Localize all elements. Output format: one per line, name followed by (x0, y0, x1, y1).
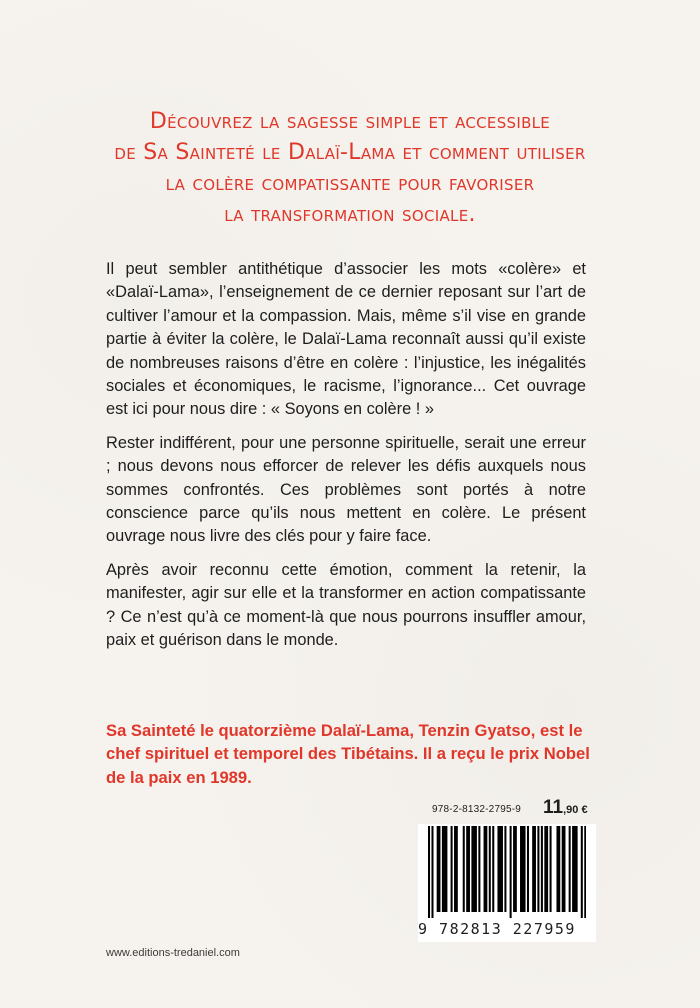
barcode-bar (478, 826, 480, 912)
barcode-bar (576, 826, 578, 912)
barcode-bar (497, 826, 499, 912)
barcode-bar (445, 826, 447, 912)
barcode-bar (544, 826, 546, 912)
barcode-bar (489, 826, 491, 912)
barcode-bar (492, 826, 494, 912)
barcode-bar (438, 826, 440, 912)
barcode-bar (454, 826, 456, 912)
barcode-bar (546, 826, 548, 912)
price-cents: ,90 € (563, 804, 588, 816)
blurb-paragraph-3: Après avoir reconnu cette émotion, comment la retenir, la manifester, agir sur elle et la transformer en action compatissante ? Ce n’est qu’à ce moment-là que nous pourrons insuffler amour, paix et guérison dans le monde. (106, 560, 586, 650)
barcode-bar (563, 826, 565, 912)
headline-line-2: de Sa Sainteté le Dalaï-Lama et comment utiliser (114, 140, 586, 165)
barcode-bar (541, 826, 543, 912)
barcode-bar (562, 826, 564, 912)
barcode-bar (534, 826, 536, 912)
back-cover-headline (70, 106, 630, 230)
barcode-bar (456, 826, 458, 912)
headline-line-4: la transformation sociale. (224, 202, 476, 227)
publisher-website: www.editions-tredaniel.com (106, 947, 240, 959)
blurb-paragraph-1: Il peut sembler antithétique d’associer les mots «colère» et «Dalaï-Lama», l’enseignement de ce dernier reposant sur l’art de cultiver l’amour et la compassion. Mais, même s’il vise en grande partie à éviter la colère, le Dalaï-Lama reconnaît aussi qu’il existe de nombreuses raisons d’être en colère : l’injustice, les inégalités sociales et économiques, le racisme, l’ignorance... Cet ouvrage est ici pour nous dire : « Soyons en colère ! » (106, 260, 586, 419)
barcode-bar (504, 826, 506, 912)
barcode-bar (520, 826, 522, 912)
barcode-bar (442, 826, 444, 912)
barcode-bar (485, 826, 487, 912)
barcode-bar (572, 826, 574, 912)
barcode-bars (428, 826, 586, 918)
blurb-body (106, 258, 586, 663)
barcode-block (418, 778, 597, 954)
barcode (418, 824, 596, 942)
isbn-number: 978-2-8132-2795-9 (432, 804, 522, 815)
barcode-bar (463, 826, 465, 912)
barcode-bar (584, 826, 586, 918)
barcode-bar (515, 826, 517, 912)
headline-line-3: la colère compatissante pour favoriser (165, 171, 535, 196)
barcode-bar (473, 826, 475, 912)
barcode-bar (428, 826, 430, 918)
barcode-bar (523, 826, 525, 912)
price-label (543, 797, 588, 819)
barcode-bar (537, 826, 539, 912)
author-bio: Sa Sainteté le quatorzième Dalaï-Lama, Tenzin Gyatso, est le chef spirituel et temporel des Tibétains. Il a reçu le prix Nobel de la paix en 1989. (106, 721, 590, 787)
barcode-bar (468, 826, 470, 912)
barcode-bar (501, 826, 503, 912)
barcode-bar (475, 826, 477, 912)
headline-line-1: Découvrez la sagesse simple et accessible (149, 109, 551, 134)
barcode-bar (558, 826, 560, 912)
barcode-bar (527, 826, 529, 912)
barcode-bar (581, 826, 583, 918)
barcode-bar (484, 826, 486, 912)
blurb-paragraph-2: Rester indifférent, pour une personne spirituelle, serait une erreur ; nous devons nous efforcer de relever les défis auxquels nous sommes confrontés. Ces problèmes sont portés à notre conscience parce qu’ils nous mettent en colère. Le présent ouvrage nous livre des clés pour y faire face. (106, 433, 586, 546)
barcode-bar (431, 826, 433, 918)
price-main: 11 (543, 797, 564, 818)
barcode-bar (510, 826, 512, 918)
barcode-bar (556, 826, 558, 912)
barcode-digits: 9 782813 227959 (418, 920, 576, 938)
barcode-bar (550, 826, 552, 912)
barcode-bar (437, 826, 439, 912)
barcode-bar (569, 826, 571, 912)
barcode-bar (451, 826, 453, 912)
